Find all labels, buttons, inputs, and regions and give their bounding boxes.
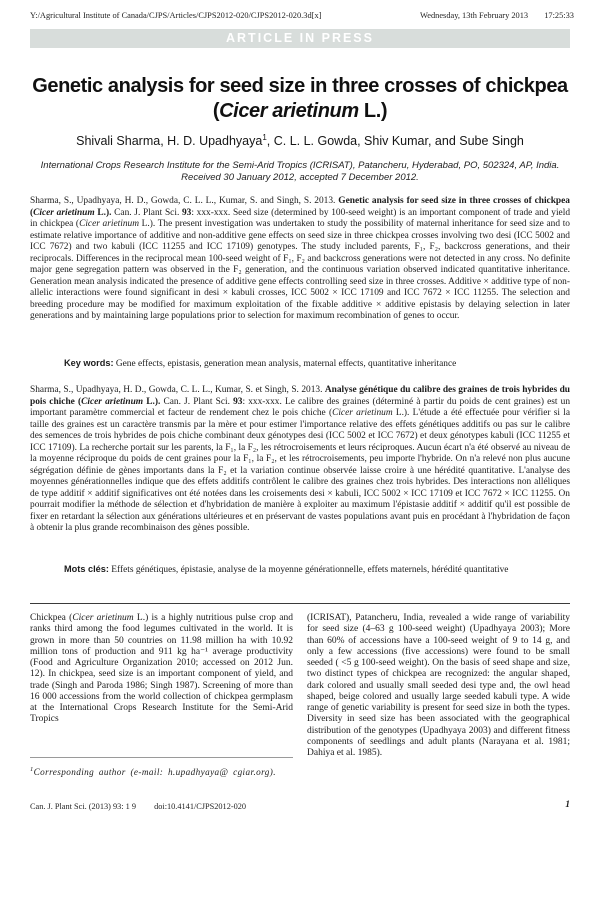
title-line2: (Cicer arietinum L.) xyxy=(212,100,388,122)
authors-line: Shivali Sharma, H. D. Upadhyaya$^1$, C. L. L. Gowda, Shiv Kumar, and Sube Singh xyxy=(76,133,524,149)
motscles-line xyxy=(64,564,570,575)
abstract-en-citation: Sharma, S., Upadhyaya, H. D., Gowda, C. L. L., Kumar, S. and Singh, S. 2013. xyxy=(30,196,339,206)
section-divider xyxy=(30,603,570,604)
corresponding-author-footnote xyxy=(30,757,293,779)
page-number: 1 xyxy=(565,800,570,810)
footer-line xyxy=(30,802,246,811)
species-name: Cicer arietinum xyxy=(219,100,359,122)
species-name: Cicer arietinum xyxy=(81,396,144,407)
abstract-english: Sharma, S., Upadhyaya, H. D., Gowda, C. L. L., Kumar, S. and Singh, S. 2013. Genetic analysis for seed size in three crosses of chickpea (Cicer arietinum L.). Can. J. Plant Sci. 93: xxx-xxx. Seed size (determined by 100-seed weight) is an important component of trade and yield in chickpea (Cicer arietinum L.). The present investigation was undertaken to study the possibility of maternal inheritance for seed size and to estimate relative importance of additive and non-additive gene effects on seed size in three chickpea crosses involving two desi (ICC 5002 and ICC 7672) and two kabuli (ICC 11255 and ICC 17109) genotypes. The study included parents, F₁, F₂, backcross generations, and their reciprocals. Differences in the reciprocal mean 100-seed weight of F₁, F₂ and backcross generations were not detected in any cross. No definite major gene segregation pattern was observed in the F₂ generation, and the continuous variation observed indicated quantitative inheritance. Generation mean analysis indicated the presence of additive gene effects controlling seed size in three crosses. Additive × additive type of non-allelic interactions were found significant in desi × kabuli crosses, ICC 5002 × ICC 17109 and ICC 7672 × ICC 11255. The selection and breeding procedure may be modified for maximum exploitation of the fixable additive × additive epistasis by delaying selection in later generations and by maintaining large populations prior to selection for maximum recombination of genes to occur. xyxy=(30,196,571,321)
body-column-right xyxy=(307,613,570,759)
abstract-en-title: Genetic analysis for seed size in three crosses of chickpea (Cicer arietinum L.). xyxy=(30,196,570,218)
motscles-text: Effets génétiques, épistasie, analyse de la moyenne générationnelle, effets maternels, hérédité quantitative xyxy=(108,565,509,575)
author-footnote-marker: 1 xyxy=(262,133,267,142)
abstract-fr-title: Analyse génétique du calibre des graines de trois hybrides du pois chiche (Cicer arietinum L.). xyxy=(30,385,570,407)
abstract-fr-citation: Sharma, S., Upadhyaya, H. D., Gowda, C. L. L., Kumar, S. et Singh, S. 2013. xyxy=(30,385,325,395)
species-name: Cicer arietinum xyxy=(72,613,134,623)
motscles-label: Mots clés: xyxy=(64,564,109,574)
footer-citation: Can. J. Plant Sci. (2013) 93: 1 9 xyxy=(30,802,137,811)
running-head xyxy=(30,11,574,20)
intro-paragraph-right: (ICRISAT), Patancheru, India, revealed a wide range of variability for seed size (4–63 g 100-seed weight) (Upadhyaya 2003); More than 60% of accessions have a 100-seed weight of 9 to 14 g, and only a few accessions (five accessions) were found to be small seeded ( <5 g 100-seed weight). On the basis of seed shape and size, two distinct types of chickpea are recognized: the angular shaped, dark colored and usually small seeded desi type and, the owl head shaped, beige colored and usually large seeded kabuli type. A wide range of genetic variability is present for seed size in both the types. Diversity in seed size has been associated with the geographical distribution of the genotypes (Upadhyaya 2003) and different fitness components of seedlings and adult plants (Narayana et al. 1981; Dahiya et al. 1985). xyxy=(307,613,570,758)
volume-number: 93 xyxy=(233,396,243,407)
keywords-text: Gene effects, epistasis, generation mean analysis, maternal effects, quantitative inheritance xyxy=(113,359,457,369)
abstract-french: Sharma, S., Upadhyaya, H. D., Gowda, C. L. L., Kumar, S. et Singh, S. 2013. Analyse génétique du calibre des graines de trois hybrides du pois chiche (Cicer arietinum L.). Can. J. Plant Sci. 93: xxx-xxx. Le calibre des graines (déterminé à partir du poids de cent graines) est un important paramètre commercial et facteur de rendement chez le pois chiche (Cicer arietinum L.). L'étude a été effectuée pour vérifier si la taille des graines est un caractère transmis par la mère et pour estimer l'importance relative des effets génétiques additifs ou pas sur le calibre des semences de trois hybrides de pois chiche combinant deux génotypes desi (ICC 5002 et ICC 7672) et deux génotypes kabuli (ICC 11255 et ICC 17109). La recherche portait sur les parents, la F₁, la F₂, les rétrocroisements et leurs réciproques. Aucun écart n'a été observé au niveau de la moyenne réciproque du poids de cent graines pour la F₁, la F₂, et les rétrocroisements, peu importe l'hybride. On n'a relevé non plus aucune ségrégation définie de gènes importants dans la F₂ et la variation continue observée laisse croire à une hérédité quantitative. L'analyse des moyennes générationnelles indique que des effets additifs contrôlent le calibre des graines chez trois hybrides. Des interactions non alléliques de type additif × additif significatives ont été notées dans les croisements desi × kabuli, ICC 5002 × ICC 17109 et ICC 7672 × ICC 11255. On pourrait modifier la méthode de sélection et d'hybridation de manière à exploiter au maximum l'épistasie additif × additif qu'il est possible de fixer en retardant la sélection aux générations ultérieures et en préservant de vastes populations avant puis en procédant à l'hybridation de façon à obtenir la plus grande recombinaison des gènes possible. xyxy=(30,385,571,533)
timestamp-date: Wednesday, 13th February 2013 xyxy=(420,11,529,20)
footnote-text: Corresponding author (e-mail: h.upadhyaya@ cgiar.org). xyxy=(33,767,276,778)
timestamp-time: 17:25:33 xyxy=(544,11,574,20)
footnote-marker: 1 xyxy=(30,766,34,773)
timestamp xyxy=(406,11,574,20)
page-title xyxy=(0,74,600,124)
volume-number: 93 xyxy=(181,207,192,218)
article-in-press-banner: ARTICLE IN PRESS xyxy=(30,29,570,48)
species-name: Cicer arietinum xyxy=(33,207,95,218)
species-name: Cicer arietinum xyxy=(79,219,140,229)
species-name: Cicer arietinum xyxy=(332,408,393,418)
intro-paragraph-left: Chickpea (Cicer arietinum L.) is a highly nutritious pulse crop and ranks third among the food legumes cultivated in the world. It is grown in more than 50 countries on 11.98 million ha with 10.92 million tons of production and 911 kg ha⁻¹ average productivity (Food and Agriculture Organization 2010; accessed on 2012 Jun. 12). In chickpea, seed size is an important component of yield, and trade (Singh and Paroda 1986; Singh 1987). Screening of more than 16 000 accessions from the world collection of chickpea germplasm at the International Crops Research Institute for the Semi-Arid Tropics xyxy=(30,613,293,725)
file-path: Y:/Agricultural Institute of Canada/CJPS/Articles/CJPS2012-020/CJPS2012-020.3d[x] xyxy=(30,11,322,20)
body-column-left xyxy=(30,613,293,726)
affiliation-text: International Crops Research Institute for the Semi-Arid Tropics (ICRISAT), Patancheru, Hyderabad, PO, 502324, AP, India. Received 30 January 2012, accepted 7 December 2012. xyxy=(40,160,560,183)
abstract-en-body: Seed size (determined by 100-seed weight) is an important component of trade and yield in chickpea ( xyxy=(30,207,571,229)
keywords-line xyxy=(64,358,570,369)
keywords-label: Key words: xyxy=(64,358,114,368)
abstract-fr-body: Le calibre des graines (déterminé à partir du poids de cent graines) est un important paramètre commercial et facteur de rendement chez le pois chiche ( xyxy=(30,396,571,418)
title-line1: Genetic analysis for seed size in three crosses of chickpea xyxy=(32,75,568,97)
footer-doi: doi:10.4141/CJPS2012-020 xyxy=(154,802,247,811)
